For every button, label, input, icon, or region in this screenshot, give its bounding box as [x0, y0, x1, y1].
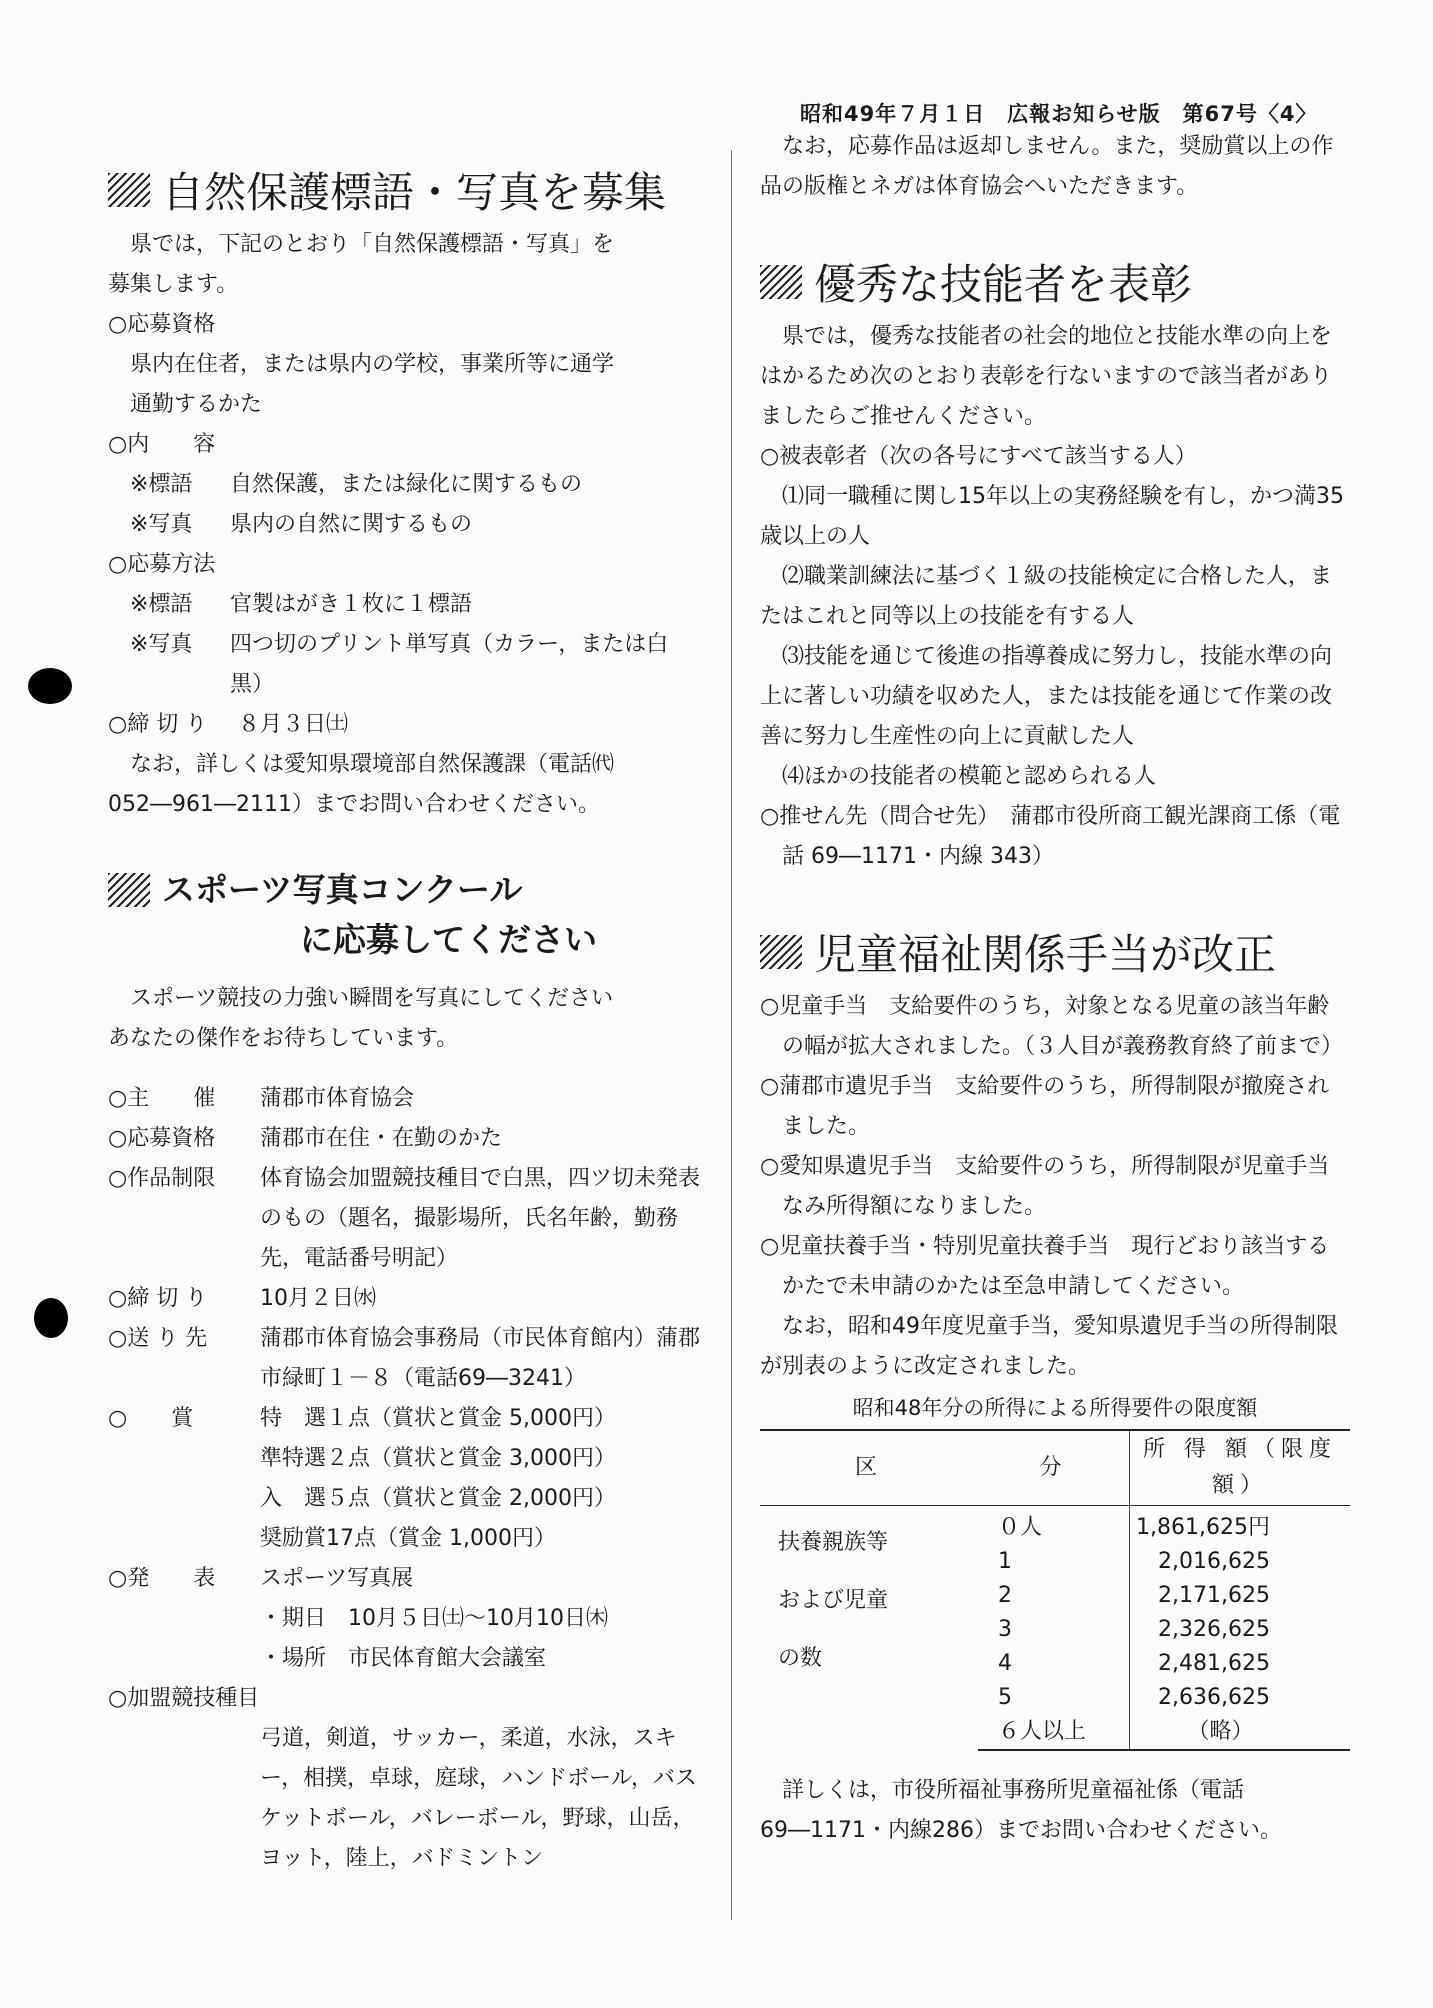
skills-item: ⑴同一職種に関し15年以上の実務経験を有し，かつ満35歳以上の人 — [760, 484, 1344, 549]
table-cell: 1,861,625円 — [1136, 1515, 1270, 1540]
table-cell: （略） — [1130, 1715, 1351, 1750]
column-divider — [731, 150, 732, 1920]
nature-eligibility-label: ○応募資格 — [108, 312, 216, 337]
hatch-icon — [760, 935, 802, 969]
skills-contact: ○推せん先（問合せ先） 蒲郡市役所商工観光課商工係（電話 69―1171・内線 343） — [760, 804, 1341, 869]
nature-method-label: ○応募方法 — [108, 552, 216, 577]
table-cell: 2,326,625 — [1158, 1617, 1270, 1642]
nature-eligibility-1: 県内在住者，または県内の学校，事業所等に通学 — [130, 352, 615, 377]
nature-method-item: ※標語 官製はがき１枚に１標語 — [130, 592, 473, 617]
announce-line: ・期日 10月５日㈯～10月10日㈭ — [260, 1606, 608, 1631]
nature-section — [108, 155, 700, 825]
punch-hole-mark — [34, 1298, 68, 1338]
nature-intro-2: 募集します。 — [108, 272, 239, 297]
sports-intro-1: スポーツ競技の力強い瞬間を写真にしてください — [130, 986, 614, 1011]
skills-title: 優秀な技能者を表彰 — [760, 247, 1350, 317]
welfare-item: ○児童手当 支給要件のうち，対象となる児童の該当年齢の幅が拡大されました。（３人目が義務教育終了前まで） — [760, 994, 1344, 1059]
nature-note: なお，詳しくは愛知県環境部自然保護課（電話㈹052―961―2111）までお問い合わせください。 — [108, 752, 615, 817]
skills-target-label: ○被表彰者（次の各号にすべて該当する人） — [760, 444, 1197, 469]
sports-row: ○作品制限 体育協会加盟競技種目で白黒，四ツ切未発表のもの（題名，撮影場所，氏名年齢，勤務先，電話番号明記） — [108, 1166, 701, 1271]
sports-title-line2: に応募してください — [300, 920, 597, 959]
right-column — [760, 134, 1350, 1851]
hatch-icon — [760, 265, 802, 299]
prize-line: 特 選１点（賞状と賞金 5,000円） — [260, 1406, 616, 1431]
prize-line: 準特選２点（賞状と賞金 3,000円） — [260, 1446, 616, 1471]
skills-item: ⑶技能を通じて後進の指導養成に努力し，技能水準の向上に著しい功績を収めた人，または技能を通じて作業の改善に努力し生産性の向上に貢献した人 — [760, 644, 1333, 749]
table-cell: 2 — [978, 1579, 1130, 1613]
skills-item: ⑵職業訓練法に基づく１級の技能検定に合格した人，またはこれと同等以上の技能を有する人 — [760, 564, 1333, 629]
table-cell: 3 — [978, 1613, 1130, 1647]
welfare-title: 児童福祉関係手当が改正 — [760, 917, 1350, 987]
welfare-section — [760, 917, 1350, 1851]
sports-title: スポーツ写真コンクール — [108, 865, 700, 915]
table-header: 区 — [760, 1430, 978, 1506]
nature-intro-1: 県では，下記のとおり「自然保護標語・写真」を — [130, 232, 615, 257]
table-row — [760, 1506, 1350, 1546]
hatch-icon — [108, 873, 150, 907]
table-header: 分 — [978, 1430, 1130, 1506]
table-category-cell: 扶養親族等 および児童 の数 — [778, 1530, 889, 1671]
nature-content-item: ※標語 自然保護，または緑化に関するもの — [130, 472, 583, 497]
nature-title: 自然保護標語・写真を募集 — [108, 155, 700, 225]
table-cell: ０人 — [978, 1506, 1130, 1546]
nature-deadline: ○締 切 り ８月３日㈯ — [108, 712, 349, 737]
table-cell: ６人以上 — [978, 1715, 1130, 1750]
prize-line: 奨励賞17点（賞金 1,000円） — [260, 1526, 556, 1551]
skills-intro: 県では，優秀な技能者の社会的地位と技能水準の向上をはかるため次のとおり表彰を行ないますので該当者がありましたらご推せんください。 — [760, 324, 1333, 429]
left-column — [108, 155, 700, 1879]
table-cell: 2,016,625 — [1158, 1549, 1270, 1574]
nature-content-label: ○内 容 — [108, 432, 216, 457]
welfare-footer: 詳しくは，市役所福祉事務所児童福祉係（電話69―1171・内線286）までお問い合わせください。 — [760, 1778, 1282, 1843]
announce-line: スポーツ写真展 — [260, 1566, 414, 1591]
sports-list: 弓道，剣道，サッカー，柔道，水泳，スキー，相撲，卓球，庭球，ハンドボール，バスケットボール，バレーボール，野球，山岳，ヨット，陸上，バドミントン — [260, 1726, 697, 1871]
nature-method-item: ※写真 四つ切のプリント単写真（カラー，または白黒） — [130, 632, 669, 697]
table-cell: 2,636,625 — [1158, 1685, 1270, 1710]
table-cell: 2,481,625 — [1158, 1651, 1270, 1676]
sports-row: ○主 催 蒲郡市体育協会 — [108, 1086, 415, 1111]
page-header: 昭和49年７月１日 広報お知らせ版 第67号〈4〉 — [800, 102, 1318, 126]
nature-eligibility-2: 通勤するかた — [130, 392, 263, 417]
table-caption: 昭和48年分の所得による所得要件の限度額 — [852, 1396, 1258, 1420]
sports-intro-2: あなたの傑作をお待ちしています。 — [108, 1026, 459, 1051]
nature-content-item: ※写真 県内の自然に関するもの — [130, 512, 473, 537]
skills-section — [760, 247, 1350, 877]
sports-note: なお，応募作品は返却しません。また，奨励賞以上の作品の版権とネガは体育協会へいただきます。 — [760, 134, 1334, 199]
income-limit-table — [760, 1429, 1350, 1751]
welfare-note: なお，昭和49年度児童手当，愛知県遺児手当の所得制限が別表のように改定されました。 — [760, 1314, 1338, 1379]
announce-line: ・場所 市民体育館大会議室 — [260, 1646, 547, 1671]
sports-announce: ○発 表 スポーツ写真展 ・期日 10月５日㈯～10月10日㈭ ・場所 市民体育館大会議室 — [108, 1559, 700, 1679]
table-cell: 2,171,625 — [1158, 1583, 1270, 1608]
skills-item: ⑷ほかの技能者の模範と認められる人 — [782, 764, 1157, 789]
table-cell: 5 — [978, 1681, 1130, 1715]
table-header: 所 得 額（限度額） — [1130, 1430, 1351, 1506]
punch-hole-mark — [28, 668, 72, 704]
sports-row: ○締 切 り 10月２日㈬ — [108, 1286, 376, 1311]
sports-list-label: ○加盟競技種目 — [108, 1686, 260, 1711]
prize-line: 入 選５点（賞状と賞金 2,000円） — [260, 1486, 616, 1511]
table-header-row — [760, 1430, 1350, 1506]
sports-section — [108, 865, 700, 1879]
table-cell: 1 — [978, 1545, 1130, 1579]
sports-prizes: ○ 賞 特 選１点（賞状と賞金 5,000円） 準特選２点（賞状と賞金 3,000円） 入 選５点（賞状と賞金 2,000円） 奨励賞17点（賞金 1,000円） — [108, 1399, 700, 1559]
hatch-icon — [108, 173, 150, 207]
sports-row: ○応募資格 蒲郡市在住・在勤のかた — [108, 1126, 503, 1151]
welfare-item: ○児童扶養手当・特別児童扶養手当 現行どおり該当するかたで未申請のかたは至急申請してください。 — [760, 1234, 1330, 1299]
welfare-item: ○蒲郡市遺児手当 支給要件のうち，所得制限が撤廃されました。 — [760, 1074, 1330, 1139]
welfare-item: ○愛知県遺児手当 支給要件のうち，所得制限が児童手当なみ所得額になりました。 — [760, 1154, 1330, 1219]
sports-row: ○送 り 先 蒲郡市体育協会事務局（市民体育館内）蒲郡市緑町１－８（電話69―3241） — [108, 1326, 701, 1391]
table-cell: 4 — [978, 1647, 1130, 1681]
